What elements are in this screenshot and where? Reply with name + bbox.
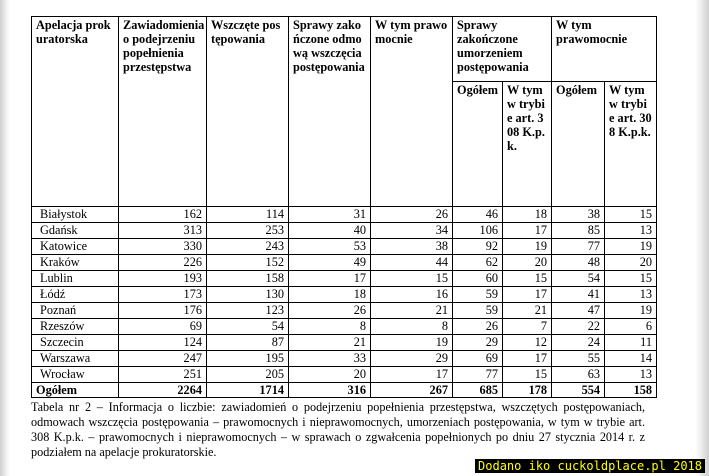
watermark-label: Dodano iko cuckoldplace.pl 2018 [475,459,705,473]
header-apelacja: Apelacja prokuratorska [32,17,119,207]
cell-odmowa-prawomocne: 38 [371,239,453,255]
cell-odmowa-prawomocne: 17 [371,367,453,383]
cell-zawiadomienia: 226 [119,255,207,271]
cell-prawomocne-tryb308: 13 [605,367,657,383]
row-name: Rzeszów [32,319,119,335]
cell-umorzenie-ogolem: 69 [453,351,503,367]
cell-umorzenie-ogolem: 92 [453,239,503,255]
table-row [32,207,657,223]
cell-zawiadomienia: 162 [119,207,207,223]
cell-zawiadomienia: 176 [119,303,207,319]
cell-umorzenie-ogolem: 46 [453,207,503,223]
cell-wszczete: 123 [207,303,289,319]
table-row [32,367,657,383]
total-zawiadomienia: 2264 [119,383,207,398]
page-shadow-right [695,0,709,476]
header-umorzenie-tryb308: W tym w trybie art. 308 K.p.k. [503,82,552,207]
cell-odmowa: 20 [289,367,371,383]
cell-prawomocne-tryb308: 15 [605,207,657,223]
cell-wszczete: 158 [207,271,289,287]
cell-wszczete: 205 [207,367,289,383]
total-label: Ogółem [32,383,119,398]
header-umorzenie: Sprawy zakończone umorzeniem postępowania [453,17,552,82]
cell-umorzenie-ogolem: 106 [453,223,503,239]
row-name: Warszawa [32,351,119,367]
cell-zawiadomienia: 173 [119,287,207,303]
cell-umorzenie-tryb308: 17 [503,351,552,367]
total-umorzenie-tryb308: 178 [503,383,552,398]
header-wszczete: Wszczęte postępowania [207,17,289,207]
cell-odmowa: 49 [289,255,371,271]
row-name: Poznań [32,303,119,319]
cell-prawomocne-ogolem: 55 [552,351,605,367]
cell-prawomocne-ogolem: 47 [552,303,605,319]
cell-prawomocne-ogolem: 48 [552,255,605,271]
cell-prawomocne-tryb308: 11 [605,335,657,351]
cell-umorzenie-tryb308: 19 [503,239,552,255]
cell-odmowa: 31 [289,207,371,223]
cell-wszczete: 152 [207,255,289,271]
cell-odmowa: 8 [289,319,371,335]
header-zawiadomienia: Zawiadomienia o podejrzeniu popełnienia przestępstwa [119,17,207,207]
table-caption: Tabela nr 2 – Informacja o liczbie: zawiadomień o podejrzeniu popełnienia przestępstwa, wszczętych postępowaniach, odmowach wszczęcia postępowania – prawomocnych i nieprawomocnych, umorzeniach postępowania, w tym w trybie art. 308 K.p.k. – prawomocnych i nieprawomocnych – w sprawach o zgwałcenia popełnionych po dniu 27 stycznia 2014 r. z podziałem na apelacje prokuratorskie. [31,400,645,459]
cell-zawiadomienia: 313 [119,223,207,239]
row-name: Gdańsk [32,223,119,239]
cell-wszczete: 114 [207,207,289,223]
cell-wszczete: 54 [207,319,289,335]
cell-odmowa: 17 [289,271,371,287]
table-row [32,239,657,255]
table-row [32,271,657,287]
cell-umorzenie-ogolem: 77 [453,367,503,383]
cell-odmowa: 18 [289,287,371,303]
cell-prawomocne-tryb308: 19 [605,239,657,255]
cell-umorzenie-ogolem: 26 [453,319,503,335]
cell-umorzenie-tryb308: 17 [503,223,552,239]
cell-umorzenie-tryb308: 15 [503,271,552,287]
total-prawomocne-ogolem: 554 [552,383,605,398]
cell-odmowa: 53 [289,239,371,255]
table-row [32,335,657,351]
cell-umorzenie-tryb308: 18 [503,207,552,223]
cell-odmowa: 40 [289,223,371,239]
cell-odmowa-prawomocne: 29 [371,351,453,367]
cell-wszczete: 87 [207,335,289,351]
cell-prawomocne-tryb308: 20 [605,255,657,271]
cell-wszczete: 130 [207,287,289,303]
header-umorzenie-prawomocne: W tym prawomocnie [552,17,657,82]
cell-odmowa-prawomocne: 26 [371,207,453,223]
cell-zawiadomienia: 69 [119,319,207,335]
cell-odmowa: 33 [289,351,371,367]
total-row [32,383,657,398]
cell-zawiadomienia: 330 [119,239,207,255]
header-odmowa: Sprawy zakończone odmową wszczęcia postępowania [289,17,371,207]
cell-odmowa: 26 [289,303,371,319]
total-odmowa: 316 [289,383,371,398]
cell-prawomocne-ogolem: 38 [552,207,605,223]
table-row [32,351,657,367]
cell-umorzenie-tryb308: 12 [503,335,552,351]
cell-umorzenie-tryb308: 21 [503,303,552,319]
cell-prawomocne-ogolem: 77 [552,239,605,255]
cell-prawomocne-ogolem: 54 [552,271,605,287]
table-row [32,255,657,271]
cell-umorzenie-ogolem: 60 [453,271,503,287]
row-name: Wrocław [32,367,119,383]
cell-umorzenie-ogolem: 29 [453,335,503,351]
cell-odmowa-prawomocne: 19 [371,335,453,351]
table-row [32,319,657,335]
cell-prawomocne-ogolem: 63 [552,367,605,383]
header-prawomocne-tryb308: W tym w trybie art. 308 K.p.k. [605,82,657,207]
cell-prawomocne-tryb308: 13 [605,287,657,303]
cell-wszczete: 243 [207,239,289,255]
row-name: Lublin [32,271,119,287]
table-row [32,303,657,319]
row-name: Katowice [32,239,119,255]
cell-umorzenie-tryb308: 7 [503,319,552,335]
cell-odmowa-prawomocne: 21 [371,303,453,319]
cell-umorzenie-ogolem: 59 [453,303,503,319]
page-shadow-left [0,0,10,476]
cell-zawiadomienia: 124 [119,335,207,351]
cell-prawomocne-tryb308: 19 [605,303,657,319]
cell-wszczete: 253 [207,223,289,239]
table-row [32,223,657,239]
cell-umorzenie-tryb308: 17 [503,287,552,303]
row-name: Białystok [32,207,119,223]
cell-umorzenie-ogolem: 59 [453,287,503,303]
cell-umorzenie-ogolem: 62 [453,255,503,271]
cell-prawomocne-tryb308: 15 [605,271,657,287]
total-umorzenie-ogolem: 685 [453,383,503,398]
statistics-table [31,16,657,398]
cell-prawomocne-tryb308: 14 [605,351,657,367]
cell-prawomocne-tryb308: 13 [605,223,657,239]
cell-prawomocne-ogolem: 24 [552,335,605,351]
cell-prawomocne-ogolem: 22 [552,319,605,335]
cell-wszczete: 195 [207,351,289,367]
row-name: Łódź [32,287,119,303]
cell-odmowa-prawomocne: 16 [371,287,453,303]
cell-zawiadomienia: 251 [119,367,207,383]
total-prawomocne-tryb308: 158 [605,383,657,398]
row-name: Kraków [32,255,119,271]
cell-zawiadomienia: 193 [119,271,207,287]
cell-umorzenie-tryb308: 15 [503,367,552,383]
header-umorzenie-ogolem: Ogółem [453,82,503,207]
total-odmowa-prawomocne: 267 [371,383,453,398]
cell-prawomocne-ogolem: 85 [552,223,605,239]
cell-odmowa-prawomocne: 15 [371,271,453,287]
cell-odmowa-prawomocne: 34 [371,223,453,239]
header-odmowa-prawomocne: W tym prawomocnie [371,17,453,207]
cell-umorzenie-tryb308: 20 [503,255,552,271]
cell-odmowa-prawomocne: 44 [371,255,453,271]
header-prawomocne-ogolem: Ogółem [552,82,605,207]
row-name: Szczecin [32,335,119,351]
table-row [32,287,657,303]
cell-zawiadomienia: 247 [119,351,207,367]
cell-prawomocne-tryb308: 6 [605,319,657,335]
cell-odmowa: 21 [289,335,371,351]
cell-prawomocne-ogolem: 41 [552,287,605,303]
total-wszczete: 1714 [207,383,289,398]
cell-odmowa-prawomocne: 8 [371,319,453,335]
